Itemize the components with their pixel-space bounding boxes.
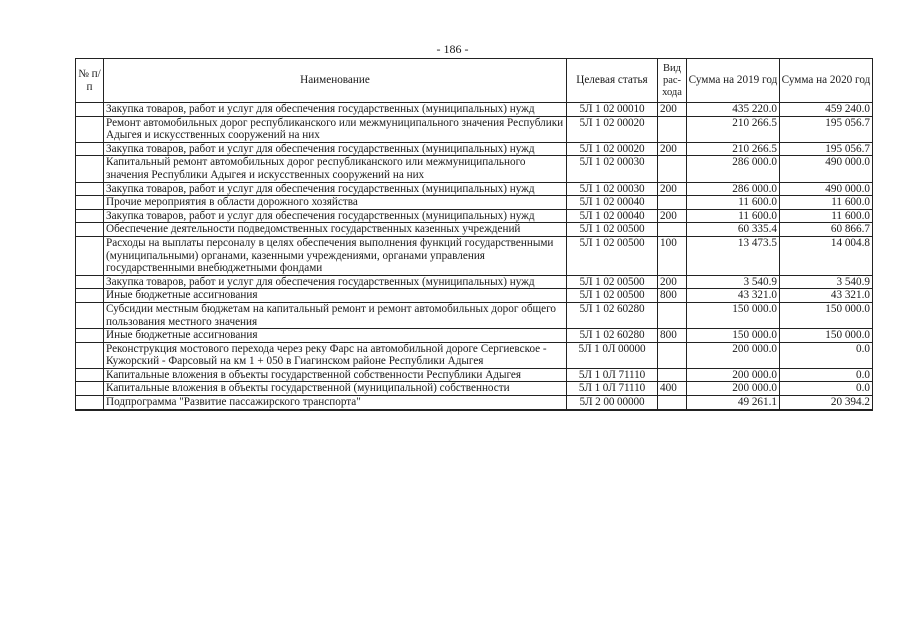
cell-num — [76, 396, 104, 410]
cell-vid: 100 — [658, 236, 687, 275]
table-row — [76, 182, 873, 196]
cell-num — [76, 342, 104, 368]
cell-sum-2019: 435 220.0 — [687, 103, 780, 117]
header-num: № п/п — [76, 59, 104, 103]
table-header-row — [76, 59, 873, 103]
cell-target: 5Л 1 0Л 71110 — [567, 382, 658, 396]
cell-target: 5Л 1 02 60280 — [567, 329, 658, 343]
cell-name: Расходы на выплаты персоналу в целях обеспечения выполнения функций государственными (муниципальными) органами, казенными учреждениями, органами управления государственными внебюджетными фондами — [104, 236, 567, 275]
table-row — [76, 396, 873, 410]
table-row — [76, 289, 873, 303]
table-row — [76, 329, 873, 343]
cell-target: 5Л 1 02 00040 — [567, 196, 658, 210]
cell-vid — [658, 196, 687, 210]
cell-num — [76, 116, 104, 142]
cell-sum-2019: 11 600.0 — [687, 196, 780, 210]
cell-vid: 800 — [658, 329, 687, 343]
cell-vid: 200 — [658, 142, 687, 156]
cell-num — [76, 223, 104, 237]
cell-target: 5Л 1 02 00040 — [567, 209, 658, 223]
header-sum-2020: Сумма на 2020 год — [780, 59, 873, 103]
cell-target: 5Л 1 02 00500 — [567, 236, 658, 275]
cell-sum-2020: 459 240.0 — [780, 103, 873, 117]
cell-sum-2020: 150 000.0 — [780, 329, 873, 343]
cell-sum-2019: 210 266.5 — [687, 142, 780, 156]
cell-vid: 200 — [658, 103, 687, 117]
cell-vid: 400 — [658, 382, 687, 396]
cell-num — [76, 209, 104, 223]
table-row — [76, 209, 873, 223]
cell-num — [76, 275, 104, 289]
cell-vid: 200 — [658, 275, 687, 289]
cell-sum-2020: 11 600.0 — [780, 209, 873, 223]
table-row — [76, 223, 873, 237]
cell-sum-2019: 286 000.0 — [687, 156, 780, 182]
cell-sum-2020: 150 000.0 — [780, 302, 873, 328]
cell-sum-2019: 200 000.0 — [687, 368, 780, 382]
cell-name: Субсидии местным бюджетам на капитальный ремонт и ремонт автомобильных дорог общего пользования местного значения — [104, 302, 567, 328]
cell-sum-2020: 14 004.8 — [780, 236, 873, 275]
cell-sum-2020: 11 600.0 — [780, 196, 873, 210]
cell-vid: 800 — [658, 289, 687, 303]
cell-vid: 200 — [658, 182, 687, 196]
table-row — [76, 275, 873, 289]
cell-num — [76, 329, 104, 343]
cell-num — [76, 196, 104, 210]
cell-sum-2020: 0.0 — [780, 342, 873, 368]
cell-name: Закупка товаров, работ и услуг для обеспечения государственных (муниципальных) нужд — [104, 182, 567, 196]
cell-target: 5Л 1 02 00020 — [567, 142, 658, 156]
cell-vid — [658, 156, 687, 182]
header-sum-2019: Сумма на 2019 год — [687, 59, 780, 103]
cell-vid — [658, 396, 687, 410]
cell-num — [76, 368, 104, 382]
cell-target: 5Л 1 02 00500 — [567, 223, 658, 237]
cell-vid — [658, 116, 687, 142]
header-vid: Вид рас- хода — [658, 59, 687, 103]
cell-sum-2019: 210 266.5 — [687, 116, 780, 142]
cell-target: 5Л 1 02 00500 — [567, 275, 658, 289]
budget-table — [75, 58, 873, 411]
cell-num — [76, 236, 104, 275]
cell-sum-2019: 60 335.4 — [687, 223, 780, 237]
cell-vid — [658, 368, 687, 382]
header-target: Целевая статья — [567, 59, 658, 103]
cell-sum-2019: 11 600.0 — [687, 209, 780, 223]
cell-name: Реконструкция мостового перехода через реку Фарс на автомобильной дороге Сергиевское - Кужорский - Фарсовый на км 1 + 050 в Гиагинском районе Республики Адыгея — [104, 342, 567, 368]
table-row — [76, 236, 873, 275]
cell-name: Закупка товаров, работ и услуг для обеспечения государственных (муниципальных) нужд — [104, 209, 567, 223]
cell-vid — [658, 223, 687, 237]
header-name: Наименование — [104, 59, 567, 103]
table-row — [76, 103, 873, 117]
cell-target: 5Л 1 02 00500 — [567, 289, 658, 303]
table-row — [76, 196, 873, 210]
cell-num — [76, 382, 104, 396]
cell-vid — [658, 342, 687, 368]
cell-vid — [658, 302, 687, 328]
cell-target: 5Л 1 02 00030 — [567, 182, 658, 196]
cell-target: 5Л 1 02 00010 — [567, 103, 658, 117]
cell-num — [76, 289, 104, 303]
cell-sum-2019: 200 000.0 — [687, 342, 780, 368]
cell-sum-2020: 195 056.7 — [780, 116, 873, 142]
cell-sum-2020: 195 056.7 — [780, 142, 873, 156]
cell-name: Обеспечение деятельности подведомственных государственных казенных учреждений — [104, 223, 567, 237]
cell-name: Капитальные вложения в объекты государственной собственности Республики Адыгея — [104, 368, 567, 382]
cell-name: Капитальные вложения в объекты государственной (муниципальной) собственности — [104, 382, 567, 396]
cell-name: Иные бюджетные ассигнования — [104, 289, 567, 303]
cell-num — [76, 103, 104, 117]
cell-sum-2019: 3 540.9 — [687, 275, 780, 289]
cell-sum-2019: 286 000.0 — [687, 182, 780, 196]
cell-sum-2020: 490 000.0 — [780, 156, 873, 182]
cell-name: Закупка товаров, работ и услуг для обеспечения государственных (муниципальных) нужд — [104, 142, 567, 156]
cell-target: 5Л 1 02 00020 — [567, 116, 658, 142]
cell-sum-2019: 13 473.5 — [687, 236, 780, 275]
cell-target: 5Л 2 00 00000 — [567, 396, 658, 410]
cell-sum-2019: 43 321.0 — [687, 289, 780, 303]
cell-num — [76, 302, 104, 328]
cell-name: Иные бюджетные ассигнования — [104, 329, 567, 343]
cell-num — [76, 182, 104, 196]
cell-name: Закупка товаров, работ и услуг для обеспечения государственных (муниципальных) нужд — [104, 103, 567, 117]
cell-target: 5Л 1 0Л 00000 — [567, 342, 658, 368]
cell-sum-2019: 49 261.1 — [687, 396, 780, 410]
table-row — [76, 382, 873, 396]
cell-sum-2020: 490 000.0 — [780, 182, 873, 196]
cell-sum-2020: 43 321.0 — [780, 289, 873, 303]
cell-sum-2020: 0.0 — [780, 382, 873, 396]
cell-sum-2020: 3 540.9 — [780, 275, 873, 289]
cell-name: Подпрограмма "Развитие пассажирского транспорта" — [104, 396, 567, 410]
cell-sum-2020: 20 394.2 — [780, 396, 873, 410]
table-row — [76, 142, 873, 156]
table-row — [76, 342, 873, 368]
cell-sum-2019: 150 000.0 — [687, 302, 780, 328]
cell-num — [76, 156, 104, 182]
cell-name: Прочие мероприятия в области дорожного хозяйства — [104, 196, 567, 210]
cell-sum-2020: 0.0 — [780, 368, 873, 382]
cell-name: Ремонт автомобильных дорог республиканского или межмуниципального значения Республики Адыгея и искусственных сооружений на них — [104, 116, 567, 142]
cell-target: 5Л 1 02 00030 — [567, 156, 658, 182]
cell-name: Закупка товаров, работ и услуг для обеспечения государственных (муниципальных) нужд — [104, 275, 567, 289]
cell-sum-2020: 60 866.7 — [780, 223, 873, 237]
page-number: - 186 - — [436, 42, 469, 56]
cell-name: Капитальный ремонт автомобильных дорог республиканского или межмуниципального значения Республики Адыгея и искусственных сооружений на них — [104, 156, 567, 182]
table-row — [76, 368, 873, 382]
table-row — [76, 302, 873, 328]
cell-target: 5Л 1 02 60280 — [567, 302, 658, 328]
table-row — [76, 116, 873, 142]
cell-sum-2019: 200 000.0 — [687, 382, 780, 396]
cell-vid: 200 — [658, 209, 687, 223]
cell-target: 5Л 1 0Л 71110 — [567, 368, 658, 382]
cell-num — [76, 142, 104, 156]
cell-sum-2019: 150 000.0 — [687, 329, 780, 343]
table-row — [76, 156, 873, 182]
